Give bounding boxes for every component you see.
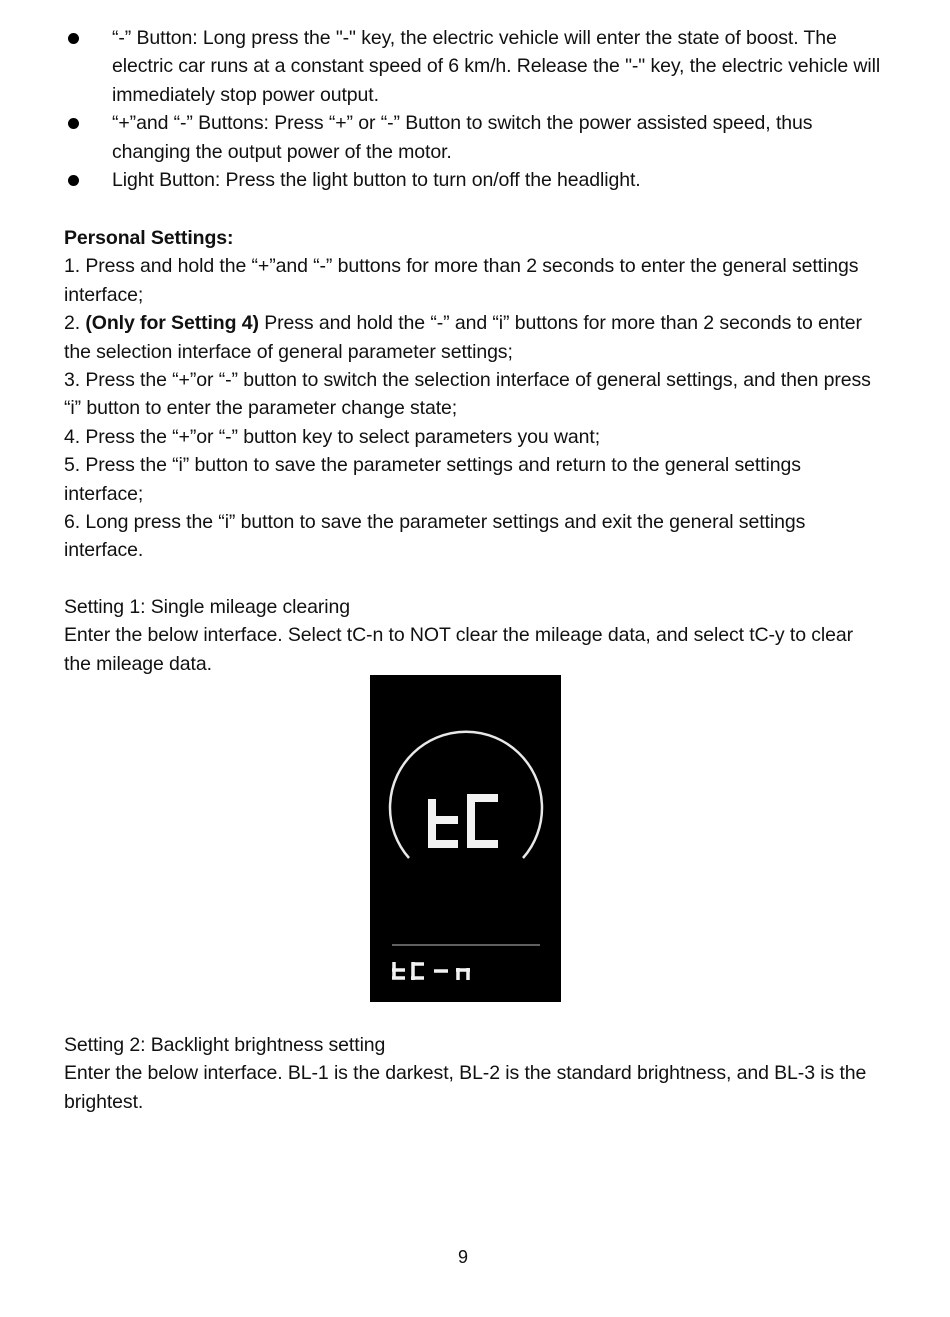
segment-text-main [428, 794, 498, 848]
page-number: 9 [457, 1247, 468, 1267]
step-2-number: 2. [64, 312, 86, 335]
step-2 [64, 309, 884, 366]
list-item [64, 166, 884, 194]
step-6: 6. Long press the “i” button to save the parameter settings and exit the general settings interface. [64, 511, 806, 562]
lcd-display-image [370, 675, 561, 1002]
bullet-icon [68, 175, 79, 186]
setting-1-description: Enter the below interface. Select tC-n to NOT clear the mileage data, and select tC-y to clear the mileage data. [64, 624, 854, 675]
step-5: 5. Press the “i” button to save the parameter settings and return to the general settings interface; [64, 454, 801, 505]
step-1: 1. Press and hold the “+”and “-” buttons for more than 2 seconds to enter the general settings interface; [64, 255, 859, 306]
list-item [64, 109, 884, 166]
list-item-text: “-” Button: Long press the "-" key, the electric vehicle will enter the state of boost. The electric car runs at a constant speed of 6 km/h. Release the "-" key, the electric vehicle will immediately stop power output. [112, 27, 881, 106]
setting-1-title: Setting 1: Single mileage clearing [64, 595, 351, 618]
step-2-note: (Only for Setting 4) [85, 312, 259, 335]
spacer [64, 565, 884, 593]
setting-2-title: Setting 2: Backlight brightness setting [64, 1034, 386, 1056]
step-3: 3. Press the “+”or “-” button to switch the selection interface of general settings, and then press “i” button to enter the parameter change state; [64, 369, 871, 420]
list-item-text: “+”and “-” Buttons: Press “+” or “-” Button to switch the power assisted speed, thus changing the output power of the motor. [112, 112, 813, 163]
setting-2-description: Enter the below interface. BL-1 is the darkest, BL-2 is the standard brightness, and BL-3 is the brightest. [64, 1062, 867, 1113]
personal-settings-section [64, 224, 884, 678]
bullet-icon [68, 118, 79, 129]
step-2-text: Press and hold the “-” and “i” buttons for more than 2 seconds to enter the selection interface of general parameter settings; [64, 312, 862, 363]
button-instructions-list [64, 24, 884, 194]
list-item-text: Light Button: Press the light button to turn on/off the headlight. [112, 169, 641, 192]
list-item [64, 24, 884, 109]
segment-text-sub [392, 962, 470, 980]
section-heading: Personal Settings: [64, 227, 234, 249]
step-4: 4. Press the “+”or “-” button key to select parameters you want; [64, 425, 601, 448]
gauge-arc [390, 732, 542, 858]
setting-2-section [64, 1031, 884, 1116]
bullet-icon [68, 33, 79, 44]
lcd-display-graphic [370, 675, 561, 1002]
